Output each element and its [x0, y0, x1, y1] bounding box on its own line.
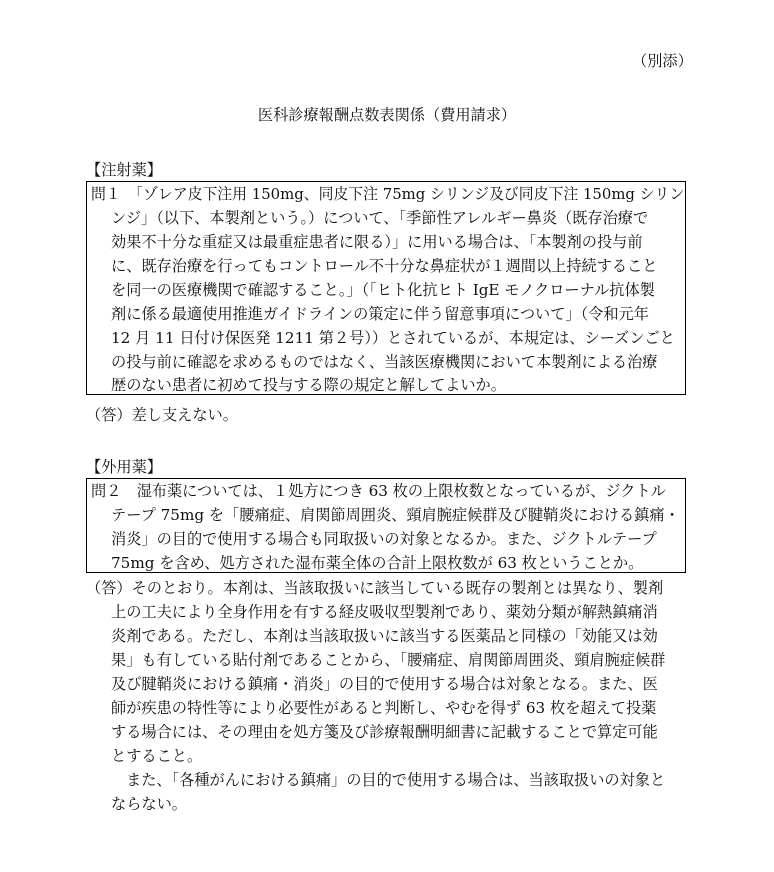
answer-1: （答）差し支えない。 [86, 406, 238, 424]
answer-2-line: とすること。 [111, 747, 203, 765]
question-1-line: の投与前に確認を求めるものではなく、当該医療機関において本製剤による治療 [111, 353, 658, 371]
section-heading-injection: 【注射薬】 [86, 161, 162, 179]
question-1-line: ンジ」（以下、本製剤という。）について、「季節性アレルギー鼻炎（既存治療で [111, 209, 649, 227]
answer-2-line: 果」も有している貼付剤であることから、「腰痛症、肩関節周囲炎、頸肩腕症候群 [111, 651, 666, 669]
question-2-line: 75mg を含め、処方された湿布薬全体の合計上限枚数が 63 枚ということか。 [111, 554, 644, 572]
question-2-line: 消炎」の目的で使用する場合も同取扱いの対象となるか。また、ジクトルテープ [111, 530, 657, 548]
document-title: 医科診療報酬点数表関係（費用請求） [257, 106, 517, 124]
answer-2-line: また、「各種がんにおける鎮痛」の目的で使用する場合は、当該取扱いの対象と [126, 771, 666, 789]
question-1-line: 12 月 11 日付け保医発 1211 第２号））とされているが、本規定は、シーズンごと [111, 329, 675, 347]
answer-2-line: 上の工夫により全身作用を有する経皮吸収型製剤であり、薬効分類が解熱鎮痛消 [111, 603, 658, 621]
answer-2-line: する場合には、その理由を処方箋及び診療報酬明細書に記載することで算定可能 [111, 723, 658, 741]
question-1-line: に、既存治療を行ってもコントロール不十分な鼻症状が１週間以上持続すること [111, 257, 658, 275]
answer-2-line: 及び腱鞘炎における鎮痛・消炎」の目的で使用する場合は対象となる。また、医 [111, 675, 658, 693]
question-1-line: を同一の医療機関で確認すること。」（「ヒト化抗ヒト IgE モノクローナル抗体製 [111, 281, 655, 299]
question-1-line: 問１ 「ゾレア皮下注用 150mg、同皮下注 75mg シリンジ及び同皮下注 150mg シリン [91, 185, 685, 203]
section-heading-external: 【外用薬】 [86, 458, 162, 476]
question-2-line: テープ 75mg を「腰痛症、肩関節周囲炎、頸肩腕症候群及び腱鞘炎における鎮痛・ [111, 506, 680, 524]
question-2-line: 問２ 湿布薬については、１処方につき 63 枚の上限枚数となっているが、ジクトル [91, 482, 666, 500]
question-1-line: 歴のない患者に初めて投与する際の規定と解してよいか。 [111, 376, 506, 394]
answer-2-line: 師が疾患の特性等により必要性があると判断し、やむを得ず 63 枚を超えて投薬 [111, 699, 657, 717]
attachment-label: （別添） [632, 52, 693, 70]
question-1-line: 剤に係る最適使用推進ガイドラインの策定に伴う留意事項について」（令和元年 [111, 305, 649, 323]
answer-2-line: （答）そのとおり。本剤は、当該取扱いに該当している既存の製剤とは異なり、製剤 [86, 579, 664, 597]
answer-2-line: ならない。 [111, 795, 187, 813]
question-1-line: 効果不十分な重症又は最重症患者に限る）」に用いる場合は、「本製剤の投与前 [111, 233, 643, 251]
answer-2-line: 炎剤である。ただし、本剤は当該取扱いに該当する医薬品と同様の「効能又は効 [111, 627, 658, 645]
